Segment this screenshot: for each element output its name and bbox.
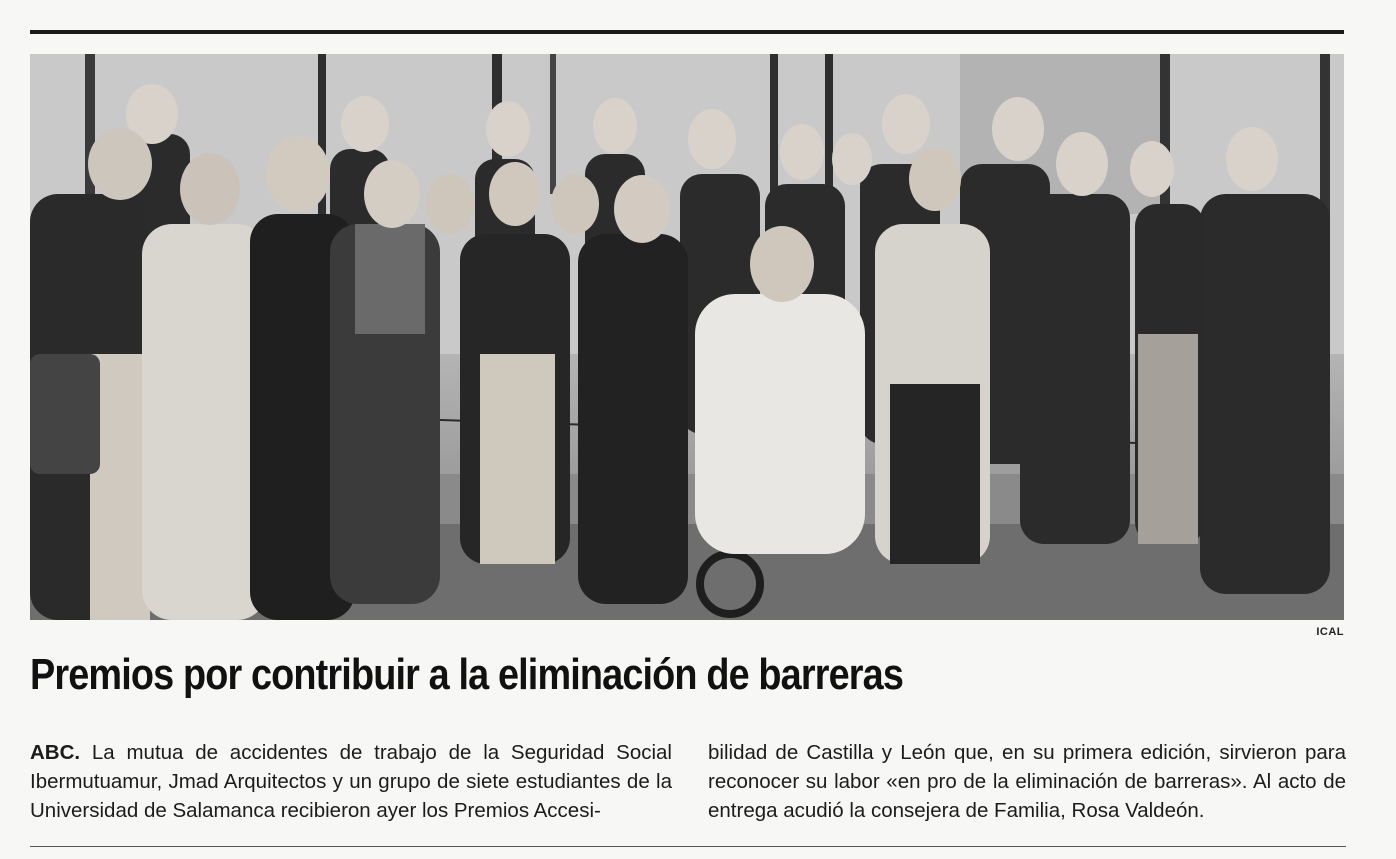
top-rule <box>30 30 1344 34</box>
article-headline: Premios por contribuir a la eliminación de barreras <box>30 650 904 699</box>
article-column-1 <box>30 738 672 825</box>
article-column-2-text: bilidad de Castilla y León que, en su primera edición, sirvieron para reconocer su labor «en pro de la eliminación de barreras». Al acto de entrega acudió la consejera de Familia, Rosa Valdeón. <box>708 741 1346 822</box>
bottom-rule <box>30 846 1346 847</box>
article-column-2 <box>708 738 1346 825</box>
group-photo-icon <box>30 54 1344 620</box>
article-lead: ABC. <box>30 741 81 764</box>
group-photo <box>30 54 1344 620</box>
article-column-1-text: La mutua de accidentes de trabajo de la Seguridad Social Ibermutuamur, Jmad Arquitectos y un grupo de siete estudiantes de la Universidad de Salamanca recibieron ayer los Premios Accesi- <box>30 741 672 822</box>
photo-credit: ICAL <box>1316 626 1344 638</box>
